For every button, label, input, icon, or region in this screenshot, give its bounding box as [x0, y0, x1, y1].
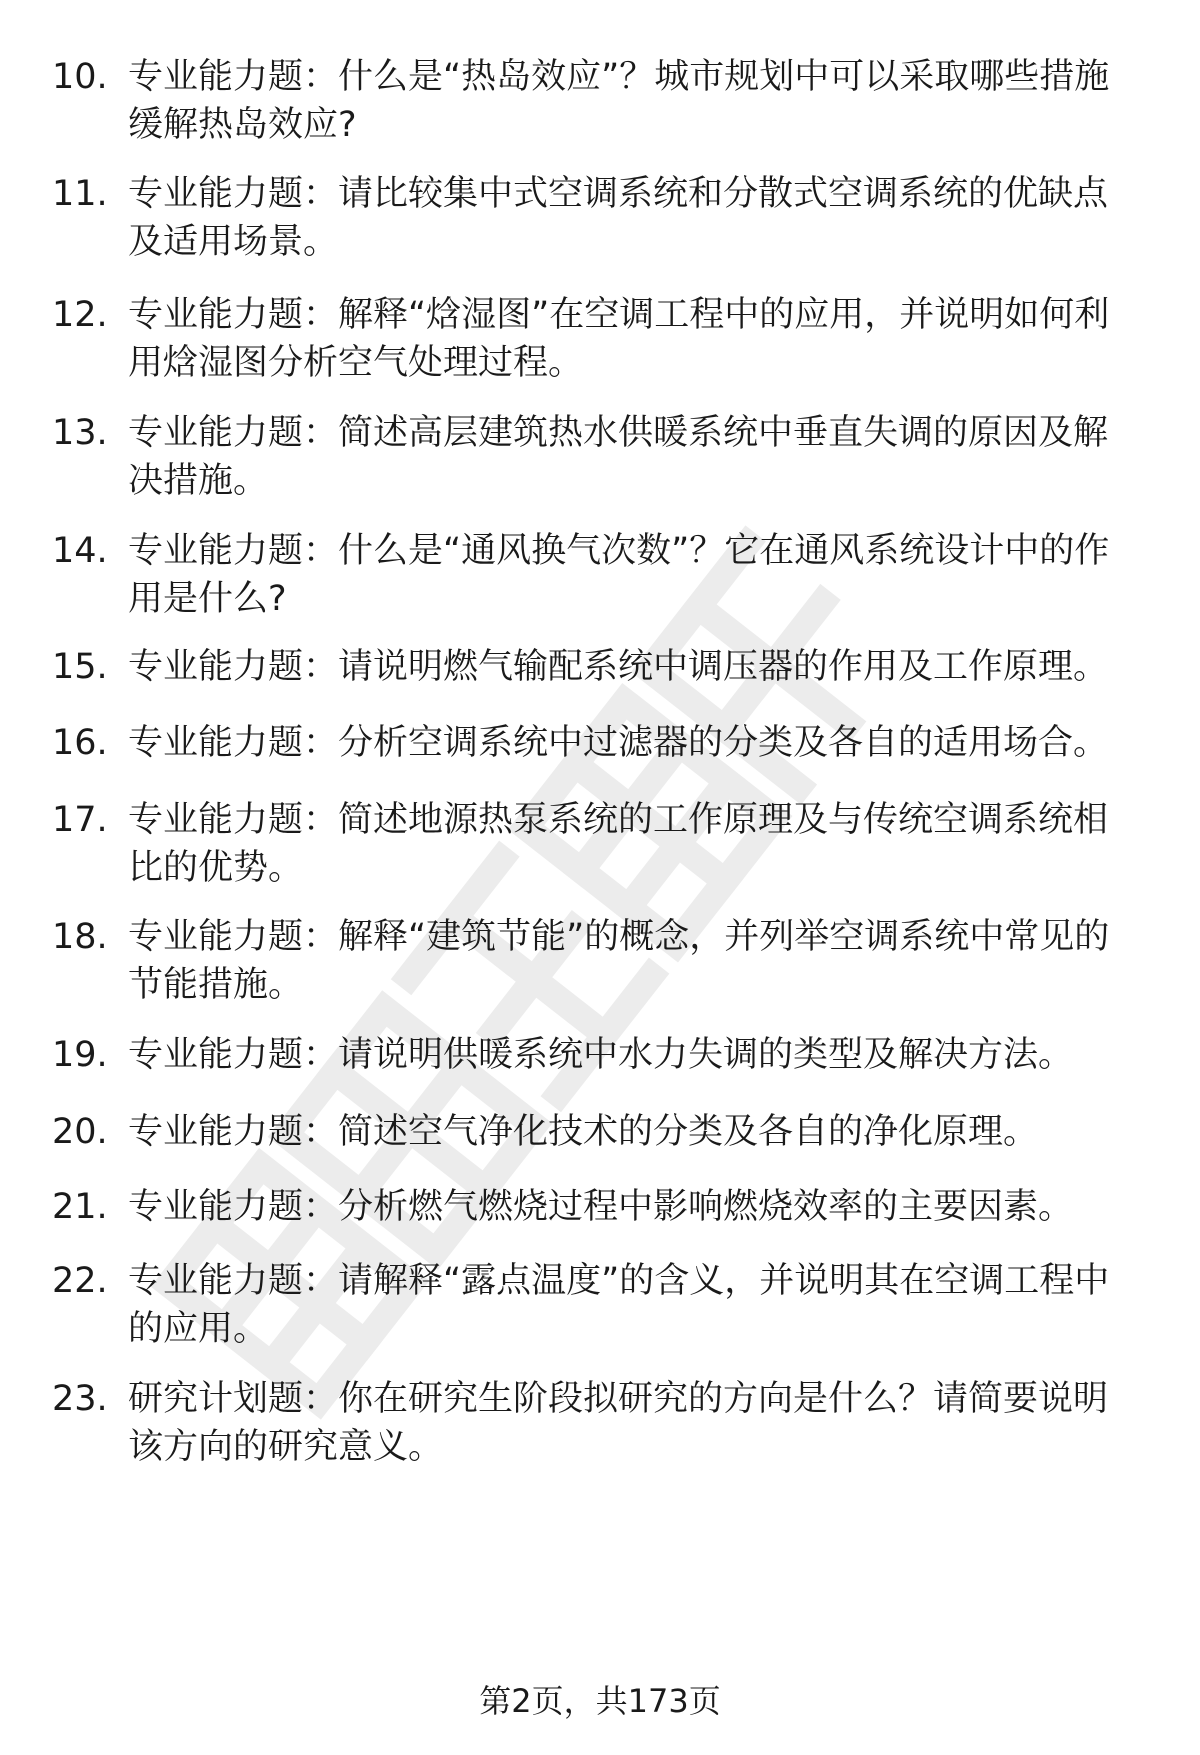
question-number: 20. [52, 1112, 108, 1152]
question-number: 21. [52, 1187, 108, 1227]
question-number: 17. [52, 800, 108, 840]
question-text: 专业能力题：简述空气净化技术的分类及各自的净化原理。 [128, 1112, 1039, 1152]
question-number: 14. [52, 531, 108, 571]
question-number: 15. [52, 647, 108, 687]
question-number: 12. [52, 295, 108, 335]
question-text: 专业能力题：请说明燃气输配系统中调压器的作用及工作原理。 [128, 647, 1109, 687]
question-text: 专业能力题：解释“建筑节能”的概念，并列举空调系统中常见的节能措施。 [128, 917, 1110, 1005]
page-number: 第2页，共173页 [479, 1682, 721, 1720]
question-number: 10. [52, 57, 108, 97]
question-number: 22. [52, 1261, 108, 1301]
question-text: 专业能力题：什么是“热岛效应”？城市规划中可以采取哪些措施缓解热岛效应? [128, 57, 1110, 145]
question-text: 专业能力题：解释“焓湿图”在空调工程中的应用，并说明如何利用焓湿图分析空气处理过程。 [128, 295, 1110, 383]
question-number: 19. [52, 1035, 108, 1075]
question-number: 11. [52, 174, 108, 214]
question-text: 专业能力题：分析燃气燃烧过程中影响燃烧效率的主要因素。 [128, 1187, 1074, 1227]
question-number: 18. [52, 917, 108, 957]
question-number: 23. [52, 1379, 108, 1419]
question-text: 专业能力题：什么是“通风换气次数”？它在通风系统设计中的作用是什么? [128, 531, 1110, 619]
question-text: 专业能力题：请解释“露点温度”的含义，并说明其在空调工程中的应用。 [128, 1261, 1110, 1349]
question-text: 专业能力题：简述地源热泵系统的工作原理及与传统空调系统相比的优势。 [128, 800, 1109, 888]
question-text: 专业能力题：请比较集中式空调系统和分散式空调系统的优缺点及适用场景。 [128, 174, 1109, 262]
question-text: 专业能力题：请说明供暖系统中水力失调的类型及解决方法。 [128, 1035, 1074, 1075]
question-text: 专业能力题：分析空调系统中过滤器的分类及各自的适用场合。 [128, 723, 1109, 763]
question-text: 研究计划题：你在研究生阶段拟研究的方向是什么？请简要说明该方向的研究意义。 [128, 1379, 1109, 1467]
question-number: 16. [52, 723, 108, 763]
question-number: 13. [52, 413, 108, 453]
question-text: 专业能力题：简述高层建筑热水供暖系统中垂直失调的原因及解决措施。 [128, 413, 1109, 501]
